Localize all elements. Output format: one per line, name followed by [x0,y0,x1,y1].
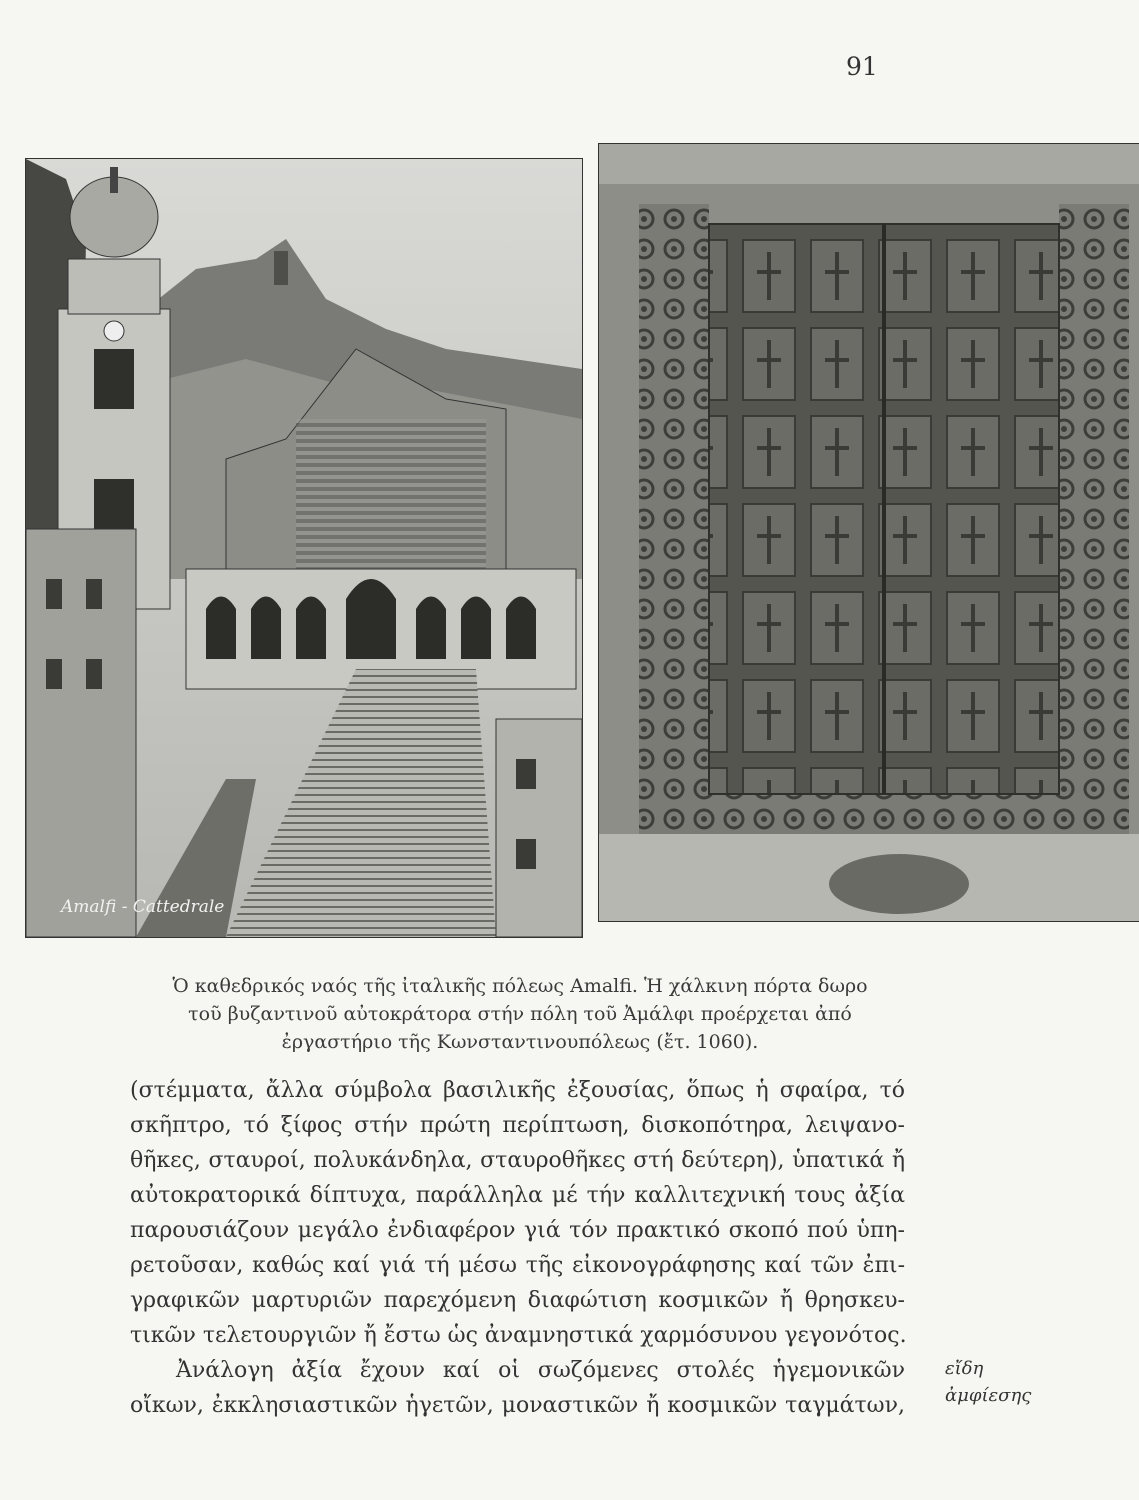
bronze-door-photo [598,143,1139,922]
cathedral-illustration [26,159,582,937]
body-line: οἴκων, ἐκκλησιαστικῶν ἡγετῶν, μοναστικῶν ἤ κοσμικῶν ταγμάτων, [130,1393,905,1418]
page-number: 91 [846,52,878,81]
caption-line-3: ἐργαστήριο τῆς Κωνσταντινουπόλεως (ἔτ. 1060). [281,1031,759,1053]
body-line: παρουσιάζουν μεγάλο ἐνδιαφέρον γιά τόν πρακτικό σκοπό πού ὑπη- [130,1218,905,1243]
photo-label: Amalfi - Cattedrale [61,897,225,917]
margin-note-line-1: εἴδη [945,1358,984,1379]
caption-line-1: Ὁ καθεδρικός ναός τῆς ἰταλικῆς πόλεως Amalfi. Ἡ χάλκινη πόρτα δωρο [172,975,868,997]
bronze-door-illustration [599,144,1139,921]
body-line: θῆκες, σταυροί, πολυκάνδηλα, σταυροθῆκες στή δεύτερη), ὑπατικά ἤ [130,1148,905,1173]
cathedral-photo [25,158,583,938]
body-line: αὐτοκρατορικά δίπτυχα, παράλληλα μέ τήν καλλιτεχνική τους ἀξία [130,1183,905,1208]
body-line: τικῶν τελετουργιῶν ἤ ἔστω ὡς ἀναμνηστικά χαρμόσυνου γεγονότος. [130,1323,907,1348]
body-line: γραφικῶν μαρτυριῶν παρεχόμενη διαφώτιση κοσμικῶν ἤ θρησκευ- [130,1288,905,1313]
body-line: Ἀνάλογη ἀξία ἔχουν καί οἱ σωζόμενες στολές ἡγεμονικῶν [176,1358,905,1383]
body-line: (στέμματα, ἄλλα σύμβολα βασιλικῆς ἐξουσίας, ὅπως ἡ σφαίρα, τό [130,1078,905,1103]
margin-note-line-2: ἀμφίεσης [945,1385,1032,1406]
caption-line-2: τοῦ βυζαντινοῦ αὐτοκράτορα στήν πόλη τοῦ Ἀμάλφι προέρχεται ἀπό [188,1003,852,1025]
body-line: ρετοῦσαν, καθώς καί γιά τή μέσω τῆς εἰκονογράφησης καί τῶν ἐπι- [130,1253,905,1278]
body-line: σκῆπτρο, τό ξίφος στήν πρώτη περίπτωση, δισκοπότηρα, λειψανο- [130,1113,905,1138]
